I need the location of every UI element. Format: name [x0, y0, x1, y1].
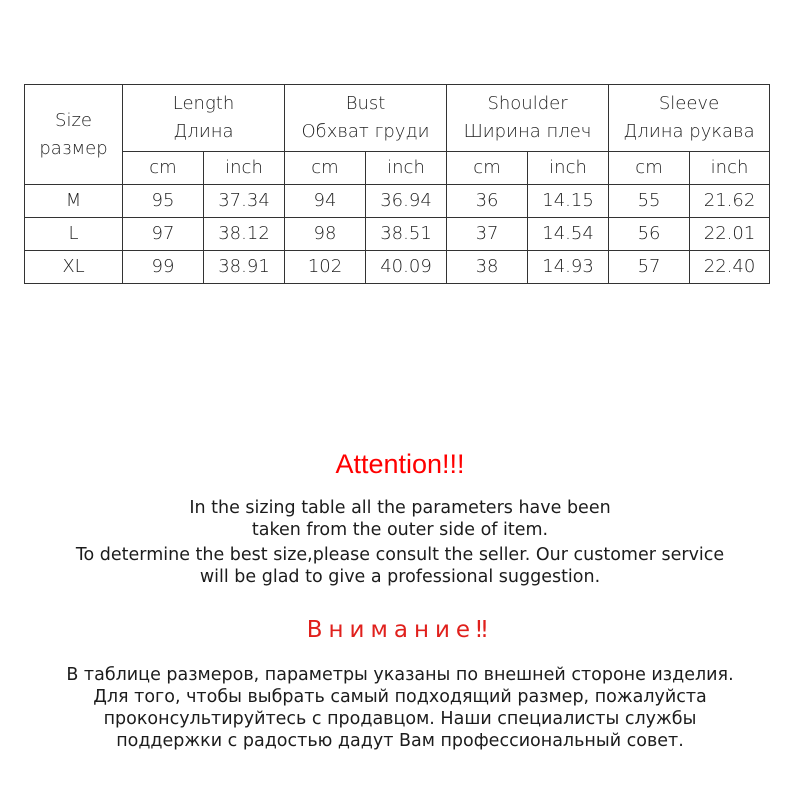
table-cell: 37.34	[204, 185, 285, 218]
table-cell: 99	[123, 251, 204, 284]
table-row	[25, 251, 770, 284]
unit-cell: cm	[123, 152, 204, 185]
size-cell: L	[25, 218, 123, 251]
notice-line: In the sizing table all the parameters have been	[189, 498, 611, 518]
sleeve-header-ru: Длина рукава	[623, 121, 755, 142]
notice-line: taken from the outer side of item.	[251, 520, 549, 540]
table-cell: 95	[123, 185, 204, 218]
attention-title: Attention!!!	[335, 449, 465, 479]
table-cell: 14.15	[528, 185, 609, 218]
table-cell: 57	[609, 251, 690, 284]
russian-notice	[0, 664, 800, 752]
notice-line: поддержки с радостью дадут Вам профессиональный совет.	[116, 731, 684, 751]
notice-line: will be glad to give a professional suggestion.	[199, 567, 601, 587]
length-header-en: Length	[172, 93, 235, 115]
table-cell: 38	[447, 251, 528, 284]
shoulder-header-en: Shoulder	[487, 93, 568, 115]
table-cell: 14.54	[528, 218, 609, 251]
unit-cell: cm	[609, 152, 690, 185]
table-cell: 102	[285, 251, 366, 284]
english-notice	[0, 497, 800, 588]
table-cell: 55	[609, 185, 690, 218]
notice-line: Для того, чтобы выбрать самый подходящий размер, пожалуйста	[93, 687, 707, 707]
table-cell: 22.01	[690, 218, 770, 251]
table-cell: 56	[609, 218, 690, 251]
unit-cell: inch	[366, 152, 447, 185]
table-cell: 40.09	[366, 251, 447, 284]
table-cell: 38.12	[204, 218, 285, 251]
length-header-ru: Длина	[173, 121, 234, 142]
notice-paragraph	[0, 497, 800, 541]
size-header-ru: размер	[39, 137, 108, 159]
size-table	[24, 84, 770, 284]
unit-cell: inch	[528, 152, 609, 185]
sleeve-header	[609, 85, 770, 152]
notice-paragraph	[0, 544, 800, 588]
size-header-en: Size	[55, 109, 92, 131]
notice-line: проконсультируйтесь с продавцом. Наши специалисты службы	[103, 709, 697, 729]
table-cell: 21.62	[690, 185, 770, 218]
size-column-header	[25, 85, 123, 185]
russian-attention-title: Внимание‼	[306, 617, 494, 643]
table-cell: 37	[447, 218, 528, 251]
unit-cell: inch	[204, 152, 285, 185]
unit-cell: cm	[447, 152, 528, 185]
unit-cell: inch	[690, 152, 770, 185]
table-cell: 38.91	[204, 251, 285, 284]
table-cell: 14.93	[528, 251, 609, 284]
notice-line: To determine the best size,please consult the seller. Our customer service	[75, 545, 725, 565]
length-header	[123, 85, 285, 152]
unit-cell: cm	[285, 152, 366, 185]
table-cell: 36	[447, 185, 528, 218]
size-cell: M	[25, 185, 123, 218]
bust-header	[285, 85, 447, 152]
table-row	[25, 218, 770, 251]
shoulder-header-ru: Ширина плеч	[463, 121, 592, 142]
table-row	[25, 185, 770, 218]
bust-header-en: Bust	[345, 93, 386, 115]
notice-line: В таблице размеров, параметры указаны по внешней стороне изделия.	[66, 665, 734, 685]
table-cell: 97	[123, 218, 204, 251]
table-cell: 94	[285, 185, 366, 218]
size-cell: XL	[25, 251, 123, 284]
table-unit-row	[25, 152, 770, 185]
shoulder-header	[447, 85, 609, 152]
sleeve-header-en: Sleeve	[658, 93, 720, 115]
table-header-row	[25, 85, 770, 152]
bust-header-ru: Обхват груди	[301, 121, 430, 142]
table-cell: 22.40	[690, 251, 770, 284]
table-cell: 98	[285, 218, 366, 251]
table-cell: 36.94	[366, 185, 447, 218]
table-cell: 38.51	[366, 218, 447, 251]
